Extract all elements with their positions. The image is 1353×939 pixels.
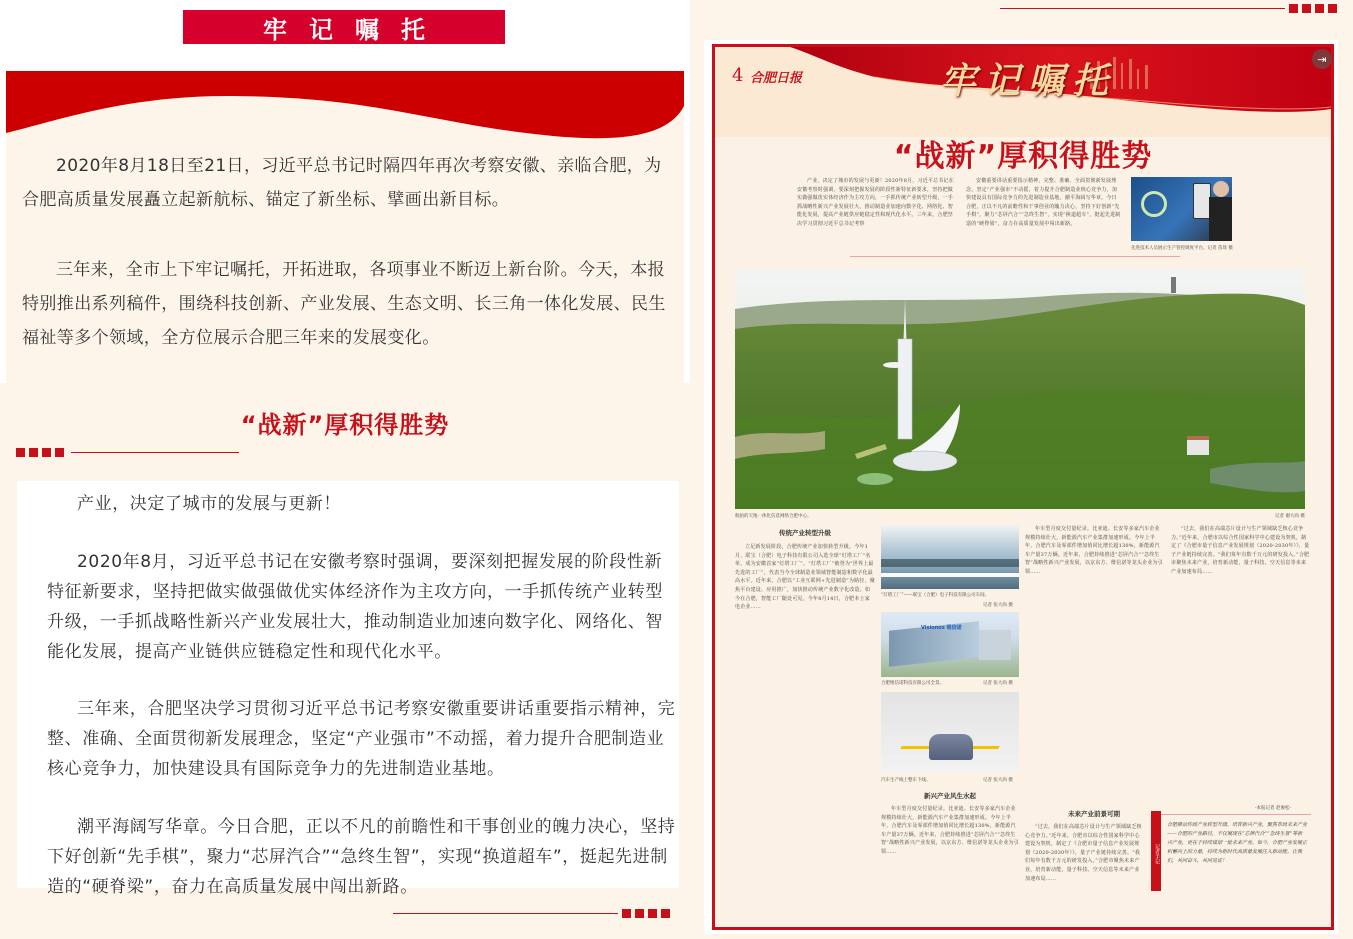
intro-paragraph: 三年来，全市上下牢记嘱托，开拓进取，各项事业不断迈上新台阶。今天，本报特别推出系列稿件，围绕科技创新、产业发展、生态文明、长三角一体化发展、民生福祉等多个领域，全方位展示合肥三年来的发展变化。 — [22, 260, 666, 348]
subhead-traditional-industry: 传统产业转型升级 — [779, 529, 831, 537]
body-column-4: “过去，我们在高端芯片设计与生产领域缺乏核心竞争力。”近年来，合肥市以综合性国家科学中心建设为契机，制定了《合肥市量子信息产业发展规划（2020-2030年）》，量子产业链持续完善。“我们每年有数千万元的研发投入。”合肥市聚焦未来产业，培育新动能，量子科技、空天信息等未来产业加速布局…… — [1171, 526, 1310, 575]
body-column-1: 立足新发展阶段，合肥传统产业加快转型升级。今年1月，联宝（合肥）电子科技有限公司入选全球“灯塔工厂”名单，成为安徽首家“灯塔工厂”。“灯塔工厂”被誉为“世界上最先进的工厂”，代表当今全球制造业领域智能制造和数字化最高水平。近年来，合肥以“工业互联网+先进制造”为路径，聚焦平台建设、应用推广，加快推动传统产业数字化改造。如今在合肥，智能工厂随处可见。今年8月14日，合肥本土家电企业…… — [735, 544, 875, 611]
subhead-future-industry: 未来产业前景可期 — [1068, 810, 1120, 818]
divider-rule — [850, 256, 1180, 257]
reporter-notes-box — [1151, 814, 1311, 894]
photo-caption: 合肥维信诺科技有限公司全景。 — [881, 681, 944, 686]
lead-column-2: 安徽重要讲话重要指示精神，完整、准确、全面贯彻新发展理念，坚定“产业强市”不动摇，着力提升合肥制造业核心竞争力，加快建设具有国际竞争力的先进制造业基地。潮平海阔写华章。今日合肥，正以不凡的前瞻性和干事创业的魄力决心，坚持下好创新“先手棋”，聚力“芯屏汽合”“急终生智”，实现“换道超车”，挺起先进制造的“硬脊梁”，奋力在高质量发展中闯出新路。 — [966, 178, 1121, 227]
main-photo-credit: 记者 谢大尚 摄 — [1275, 514, 1305, 519]
intro-box — [6, 71, 684, 386]
byline: -本报记者 赵俊松- — [1255, 806, 1291, 811]
section-title: “战新”厚积得胜势 — [240, 411, 450, 439]
intro-paragraph: 2020年8月18日至21日，习近平总书记时隔四年再次考察安徽、亲临合肥，为合肥高质量发展矗立起新航标、锚定了新坐标、擘画出新目标。 — [22, 156, 662, 210]
photo-visionox-building: Visionox 维信诺 — [881, 612, 1019, 677]
red-wave-decoration — [6, 71, 684, 151]
column-banner: 牢记嘱托 — [183, 10, 505, 44]
article-body-card — [17, 481, 679, 897]
newspaper-headline: “战新”厚积得胜势 — [893, 139, 1153, 174]
photo-credit: 记者 张大尚 摄 — [983, 681, 1013, 686]
aerial-photo-info-network-center — [735, 269, 1305, 509]
body-column-3: 年车型月度交付量纪录。比亚迪、长安等多家汽车企业规模持续壮大，新能源汽车产业集群加速形成。今年上半年，合肥汽车及零部件增加值同比增长超130%，新能源汽车产量37万辆。近年来，合肥持续推进“芯屏汽合”“急终生智”战略性新兴产业发展，以京东方、维信诺等龙头企业为引领…… — [1025, 526, 1163, 575]
subhead-emerging-industry: 新兴产业风生水起 — [924, 792, 976, 800]
exit-fullscreen-icon[interactable]: ⇥ — [1312, 49, 1332, 69]
newspaper-page-image[interactable] — [712, 44, 1334, 930]
photo-credit: 记者 张大尚 摄 — [983, 778, 1013, 783]
body-paragraph: 三年来，合肥坚决学习贯彻习近平总书记考察安徽重要讲话重要指示精神，完整、准确、全面贯彻新发展理念，坚定“产业强市”不动摇，着力提升合肥制造业核心竞争力，加快建设具有国际竞争力的先进制造业基地。 — [47, 699, 676, 779]
lead-photo-caption: 先进技术人员展示生产管控调度平台。记者 苗琦 摄 — [1131, 246, 1233, 251]
photo-caption: 汽车生产线上整车下线。 — [881, 778, 931, 783]
photo-lighthouse-factory — [881, 525, 1019, 589]
masthead-title: 牢记嘱托 — [940, 60, 1117, 102]
page-number: 4 — [732, 65, 744, 86]
body-column-2b: 年车型月度交付量纪录。比亚迪、长安等多家汽车企业规模持续壮大，新能源汽车产业集群加速形成。今年上半年，合肥汽车及零部件增加值同比增长超130%，新能源汽车产量37万辆。近年来，合肥持续推进“芯屏汽合”“急终生智”战略性新兴产业发展，以京东方、维信诺等龙头企业为引领…… — [881, 806, 1019, 855]
body-paragraph: 产业，决定了城市的发展与更新！ — [77, 494, 341, 514]
reporter-notes-text: 合肥推动传统产业转型升级、培育新兴产业，聚焦布局未来产业——合肥的产业路径，不仅展现在“芯屏汽合”“急终生智”等新兴产业，更在于持续谋划一批未来产业。如今，合肥产业发展正积蓄向上的力量，持续为新时代高质量发展注入新动能。让我们，共同奋斗，共同见证！ — [1167, 822, 1308, 864]
photo-credit: 记者 张大尚 摄 — [983, 603, 1013, 608]
lead-photo-control-platform — [1131, 177, 1232, 241]
main-photo-caption: 航拍的天地一体化信息网络合肥中心。 — [735, 514, 812, 519]
decorative-squares-top-right — [1000, 4, 1341, 13]
lead-column-1: 产业，决定了城市的发展与更新！2020年8月，习近平总书记在安徽考察时强调，要深刻把握发展的阶段性新特征新要求，坚持把做实做强做优实体经济作为主攻方向，一手抓传统产业转型升级，一手抓战略性新兴产业发展壮大，推动制造业加速向数字化、网络化、智能化发展，提高产业链供应链稳定性和现代化水平。三年来，合肥坚决学习贯彻习近平总书记考察 — [797, 178, 954, 227]
decorative-squares-right — [393, 909, 674, 918]
body-column-3b: “过去，我们在高端芯片设计与生产领域缺乏核心竞争力。”近年来，合肥市以综合性国家科学中心建设为契机，制定了《合肥市量子信息产业发展规划（2020-2030年）》，量子产业链持续完善。“我们每年有数千万元的研发投入。”合肥市聚焦未来产业，培育新动能，量子科技、空天信息等未来产业加速布局…… — [1025, 824, 1142, 882]
reporter-notes-tag: 记者手记 — [1151, 811, 1161, 891]
photo-car-assembly-line — [881, 692, 1019, 772]
photo-caption: “灯塔工厂”——联宝（合肥）电子科技有限公司车间。 — [881, 593, 990, 598]
newspaper-masthead — [715, 47, 1331, 137]
newspaper-name: 合肥日报 — [750, 71, 803, 86]
body-paragraph: 潮平海阔写华章。今日合肥，正以不凡的前瞻性和干事创业的魄力决心，坚持下好创新“先手棋”，聚力“芯屏汽合”“急终生智”，实现“换道超车”，挺起先进制造的“硬脊梁”，奋力在高质量发展中闯出新路。 — [47, 817, 676, 897]
decorative-squares-left — [16, 448, 239, 457]
body-paragraph: 2020年8月，习近平总书记在安徽考察时强调，要深刻把握发展的阶段性新特征新要求，坚持把做实做强做优实体经济作为主攻方向，一手抓传统产业转型升级，一手抓战略性新兴产业发展壮大，推动制造业加速向数字化、网络化、智能化发展，提高产业链供应链稳定性和现代化水平。 — [47, 552, 663, 662]
